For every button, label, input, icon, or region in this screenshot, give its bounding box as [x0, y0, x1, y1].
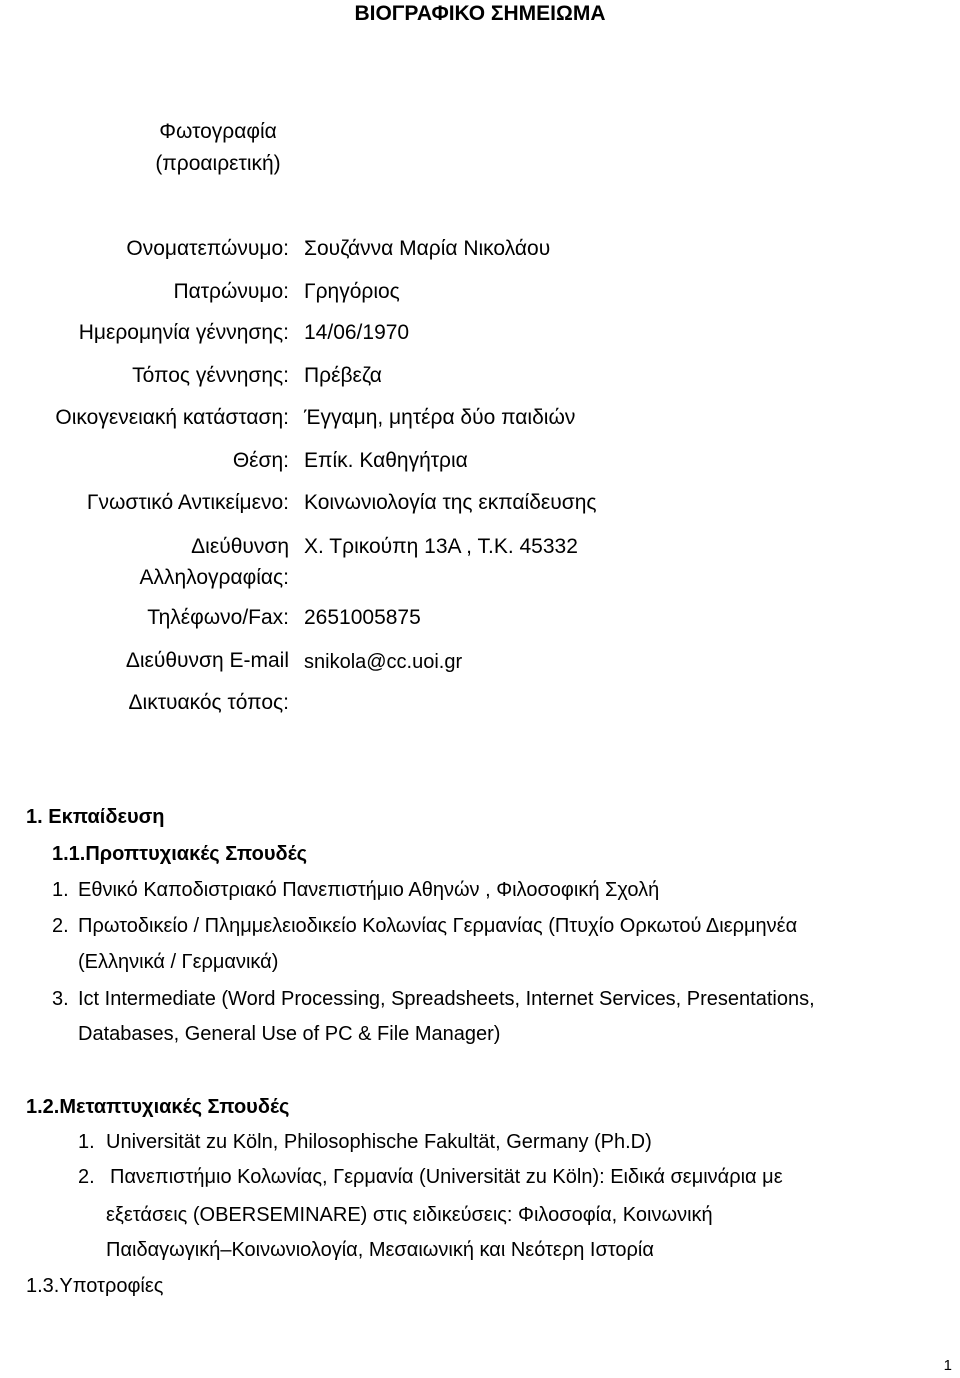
label-subject: Γνωστικό Αντικείμενο: — [86, 491, 289, 514]
list-item-continuation: (Ελληνικά / Γερμανικά) — [78, 951, 279, 973]
list-item: Πανεπιστήμιο Κολωνίας, Γερμανία (Universität zu Köln): Ειδικά σεμινάρια με — [110, 1166, 783, 1188]
label-father-name: Πατρώνυμο: — [173, 280, 289, 303]
list-item: Ict Intermediate (Word Processing, Spreadsheets, Internet Services, Presentations, — [78, 988, 815, 1010]
list-item: Εθνικό Καποδιστριακό Πανεπιστήμιο Αθηνών , Φιλοσοφική Σχολή — [78, 879, 660, 901]
value-email[interactable]: snikola@cc.uoi.gr — [304, 651, 463, 673]
value-birth-date: 14/06/1970 — [304, 321, 410, 344]
list-item-number: 1. — [52, 879, 69, 901]
page-number: 1 — [943, 1357, 952, 1374]
label-postal-address-line2: Αλληλογραφίας: — [139, 566, 289, 589]
list-item-number: 2. — [52, 915, 69, 937]
section-education-heading: 1. Εκπαίδευση — [26, 806, 165, 828]
photo-label: Φωτογραφία — [159, 120, 277, 143]
label-birth-date: Ημερομηνία γέννησης: — [78, 321, 289, 344]
value-father-name: Γρηγόριος — [304, 280, 400, 303]
value-postal-address: Χ. Τρικούπη 13Α , Τ.Κ. 45332 — [304, 535, 578, 558]
value-birth-place: Πρέβεζα — [304, 364, 382, 387]
list-item-number: 2. — [78, 1166, 95, 1188]
label-position: Θέση: — [232, 449, 289, 472]
label-birth-place: Τόπος γέννησης: — [132, 364, 289, 387]
value-full-name: Σουζάννα Μαρία Νικολάου — [304, 237, 551, 260]
label-email: Διεύθυνση E-mail — [125, 649, 289, 672]
label-website: Δικτυακός τόπος: — [128, 691, 289, 714]
document-title: ΒΙΟΓΡΑΦΙΚΟ ΣΗΜΕΙΩΜΑ — [354, 2, 606, 25]
list-item-continuation: Databases, General Use of PC & File Manager) — [78, 1023, 501, 1045]
list-item-continuation: Παιδαγωγική–Κοινωνιολογία, Μεσαιωνική και Νεότερη Ιστορία — [106, 1239, 654, 1261]
value-phone-fax: 2651005875 — [304, 606, 421, 629]
label-phone-fax: Τηλέφωνο/Fax: — [147, 606, 289, 629]
label-full-name: Ονοματεπώνυμο: — [126, 237, 289, 260]
photo-optional-note: (προαιρετική) — [155, 152, 281, 175]
label-postal-address: Διεύθυνση — [191, 535, 289, 558]
list-item-number: 1. — [78, 1131, 95, 1153]
list-item-number: 3. — [52, 988, 69, 1010]
value-marital-status: Έγγαμη, μητέρα δύο παιδιών — [304, 406, 576, 429]
value-subject: Κοινωνιολογία της εκπαίδευσης — [304, 491, 597, 514]
value-position: Επίκ. Καθηγήτρια — [304, 449, 468, 472]
list-item: Πρωτοδικείο / Πλημμελειοδικείο Κολωνίας Γερμανίας (Πτυχίο Ορκωτού Διερμηνέα — [78, 915, 798, 937]
undergrad-heading: 1.1.Προπτυχιακές Σπουδές — [52, 843, 308, 865]
photo-placeholder — [118, 116, 318, 180]
list-item: Universität zu Köln, Philosophische Fakultät, Germany (Ph.D) — [106, 1131, 652, 1153]
list-item-continuation: εξετάσεις (OBERSEMINARE) στις ειδικεύσεις: Φιλοσοφία, Κοινωνική — [106, 1204, 713, 1226]
postgrad-heading: 1.2.Μεταπτυχιακές Σπουδές — [26, 1096, 290, 1118]
scholarships-heading: 1.3.Υποτροφίες — [26, 1275, 164, 1297]
label-marital-status: Οικογενειακή κατάσταση: — [55, 406, 289, 429]
